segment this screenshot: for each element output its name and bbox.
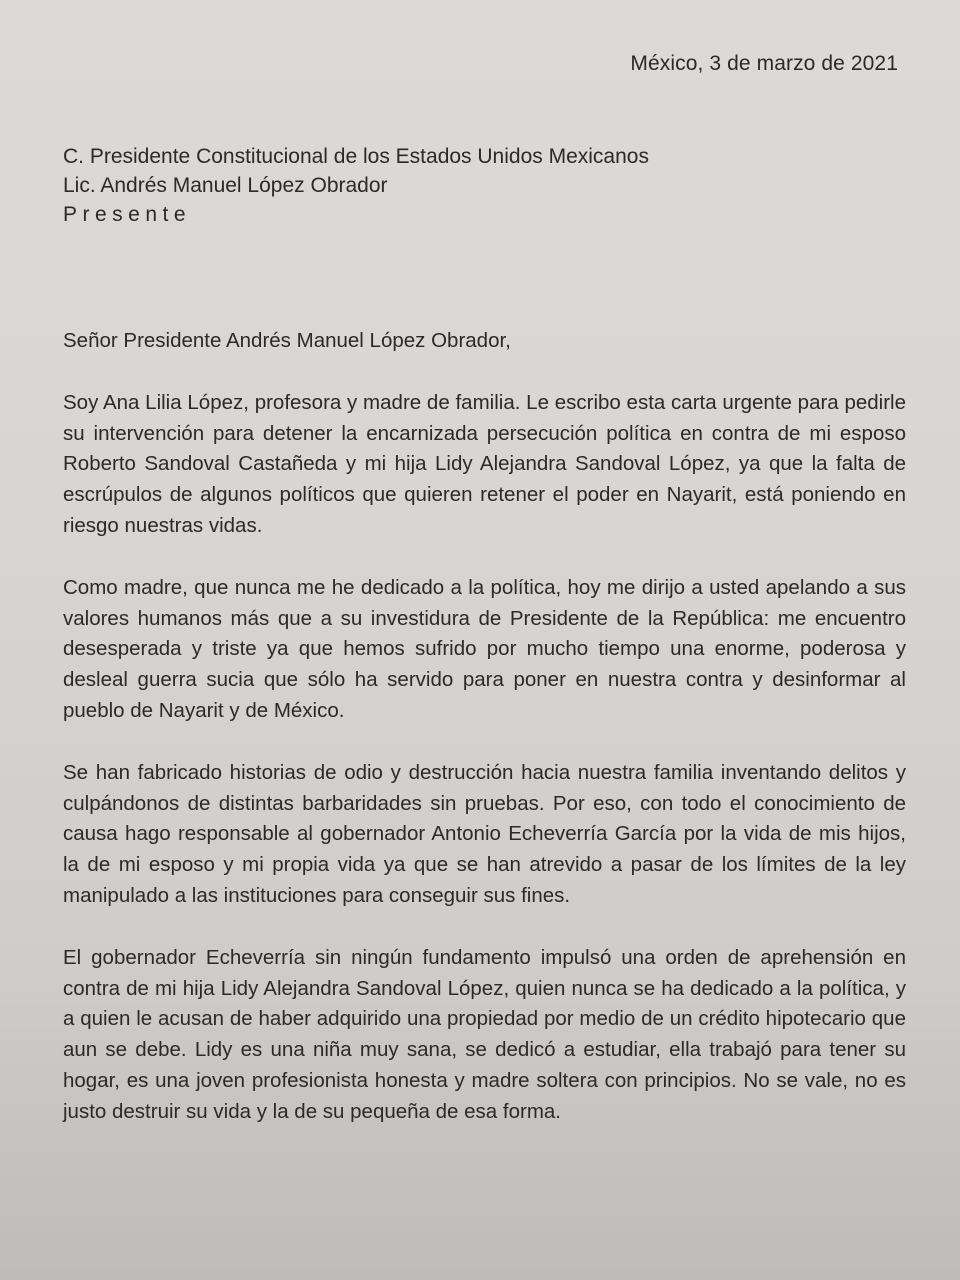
paragraph-4: El gobernador Echeverría sin ningún fundamento impulsó una orden de aprehensión en contra de mi hija Lidy Alejandra Sandoval López, quien nunca se ha dedicado a la política, y a quien le acusan de haber adquirido una propiedad por medio de un crédito hipotecario que aun se debe. Lidy es una niña muy sana, se dedicó a estudiar, ella trabajó para tener su hogar, es una joven profesionista honesta y madre soltera con principios. No se vale, no es justo destruir su vida y la de su pequeña de esa forma. [63, 945, 906, 1123]
paragraph-1: Soy Ana Lilia López, profesora y madre de familia. Le escribo esta carta urgente para pedirle su intervención para detener la encarnizada persecución política en contra de mi esposo Roberto Sandoval Castañeda y mi hija Lidy Alejandra Sandoval López, ya que la falta de escrúpulos de algunos políticos que quieren retener el poder en Nayarit, está poniendo en riesgo nuestras vidas. [63, 390, 906, 537]
addressee-presente: Presente [63, 203, 192, 226]
letter-body [63, 326, 906, 1159]
addressee-block [63, 142, 649, 229]
paragraph-2: Como madre, que nunca me he dedicado a la política, hoy me dirijo a usted apelando a sus valores humanos más que a su investidura de Presidente de la República: me encuentro desesperada y triste ya que hemos sufrido por mucho tiempo una enorme, poderosa y desleal guerra sucia que sólo ha servido para poner en nuestra contra y desinformar al pueblo de Nayarit y de México. [63, 575, 906, 722]
addressee-title: C. Presidente Constitucional de los Estados Unidos Mexicanos [63, 145, 649, 168]
addressee-name: Lic. Andrés Manuel López Obrador [63, 174, 388, 197]
salutation: Señor Presidente Andrés Manuel López Obrador, [63, 329, 511, 352]
letter-date: México, 3 de marzo de 2021 [630, 52, 898, 75]
paragraph-3: Se han fabricado historias de odio y destrucción hacia nuestra familia inventando delitos y culpándonos de distintas barbaridades sin pruebas. Por eso, con todo el conocimiento de causa hago responsable al gobernador Antonio Echeverría García por la vida de mis hijos, la de mi esposo y mi propia vida ya que se han atrevido a pasar de los límites de la ley manipulado a las instituciones para conseguir sus fines. [63, 760, 906, 907]
